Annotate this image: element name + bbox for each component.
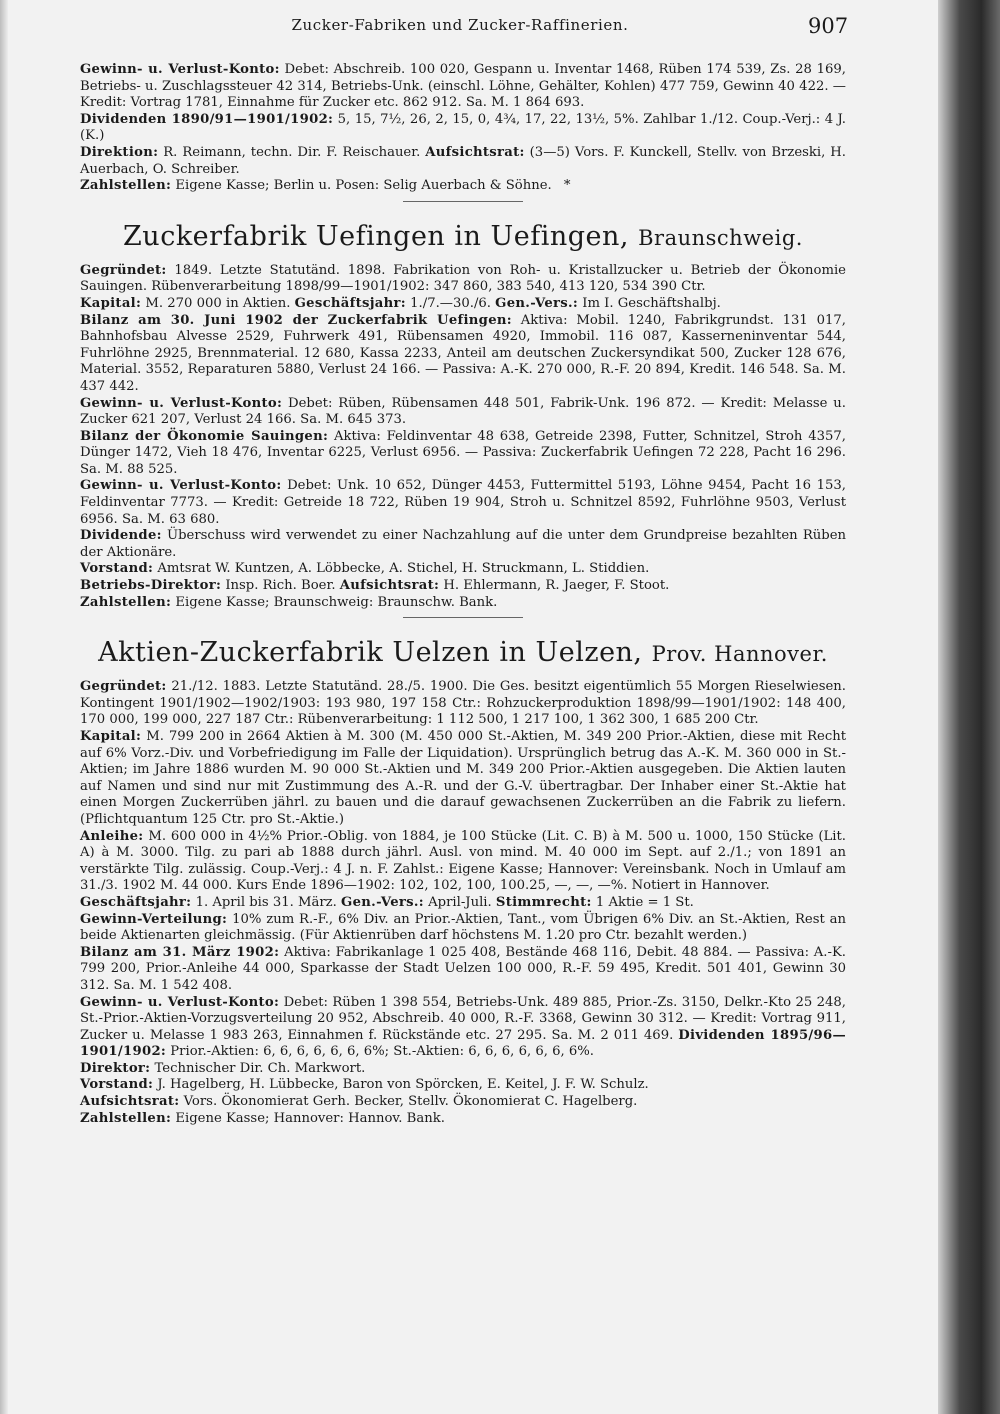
- entry-text: M. 600 000 in 4½% Prior.-Oblig. von 1884, je 100 Stücke (Lit. C. B) à M. 500 u. 1000, 150 Stücke (Lit. A) à M. 3000. Tilg. zu pari ab 1888 durch jährl. Ausl. von mind. M. 40 000 im Sept. auf 2./1.; von 1891 an verstärkte Tilg. zulässig. Coup.-Verj.: 4 J. n. F. Zahlst.: Eigene Kasse; Hannover: Vereinsbank. Noch in Umlauf am 31./3. 1902 M. 44 000. Kurs Ende 1896—1902: 102, 102, 100, 100.25, —, —, —%. Notiert in Hannover.: [80, 828, 846, 894]
- entry-label: Dividende:: [80, 528, 162, 544]
- entry-text: M. 799 200 in 2664 Aktien à M. 300 (M. 450 000 St.-Aktien, M. 349 200 Prior.-Aktien, diese mit Recht auf 6% Vorz.-Div. und Vorbefriedigung im Falle der Liquidation). Ursprünglich betrug das A.-K. M. 360 000 in St.-Aktien; im Jahre 1886 wurden M. 90 000 St.-Aktien und M. 349 200 Prior.-Aktien ausgegeben. Die Aktien lauten auf Namen und sind nur mit Zustimmung des A.-R. und der G.-V. übertragbar. Der Inhaber einer St.-Aktie hat einen Morgen Zuckerrüben jährl. zu bauen und die darauf gewachsenen Zuckerrüben an die Fabrik zu liefern. (Pflichtquantum 125 Ctr. pro St.-Aktie.): [80, 729, 846, 827]
- entry-paragraph: [80, 679, 846, 729]
- entry-text: Überschuss wird verwendet zu einer Nachzahlung auf die unter dem Grundpreise bezahlten Rüben der Aktionäre.: [80, 528, 846, 560]
- company-title: Zuckerfabrik Uefingen in Uefingen,: [123, 220, 629, 252]
- entry-paragraph: [80, 945, 846, 995]
- text-column: [80, 62, 846, 1127]
- entry-label: Geschäftsjahr:: [294, 295, 406, 311]
- entry-label: Aufsichtsrat:: [425, 144, 525, 160]
- entry-label: Gen.-Vers.:: [495, 295, 579, 311]
- entry-label: Gewinn- u. Verlust-Konto:: [80, 62, 280, 77]
- entry-label: Zahlstellen:: [80, 1110, 172, 1126]
- entry-text: Insp. Rich. Boer.: [225, 578, 336, 594]
- entry-paragraph: [80, 912, 846, 945]
- entry-paragraph: [80, 895, 846, 912]
- entry-text: 5, 15, 7½, 26, 2, 15, 0, 4¾, 17, 22, 13½, 5%. Zahlbar 1./12. Coup.-Verj.: 4 J. (K.): [80, 111, 846, 144]
- entry-paragraph: [80, 561, 846, 578]
- entry-text: (3—5) Vors. F. Kunckell, Stellv. von Brzeski, H. Auerbach, O. Schreiber.: [80, 144, 846, 177]
- footnote-mark: *: [563, 178, 571, 194]
- entry-label: Direktion:: [80, 144, 159, 160]
- entry-text: 21./12. 1883. Letzte Statutänd. 28./5. 1900. Die Ges. besitzt eigentümlich 55 Morgen Rieselwiesen. Kontingent 1901/1902—1902/1903: 193 980, 197 158 Ctr.: Rohzuckerproduktion 1898/99—1901/1902: 148 400, 170 000, 199 000, 227 187 Ctr.: Rübenverarbeitung: 1 112 500, 1 217 100, 1 362 300, 1 685 200 Ctr.: [80, 679, 846, 728]
- entry-text: 1 Aktie = 1 St.: [595, 894, 694, 910]
- entry-label: Geschäftsjahr:: [80, 894, 192, 910]
- entry-paragraph: [80, 1061, 846, 1078]
- entry-label: Bilanz am 31. März 1902:: [80, 944, 280, 960]
- section-divider: [403, 617, 523, 618]
- entry-paragraph: [80, 296, 846, 313]
- entry-paragraph: [80, 829, 846, 895]
- section-title: [80, 638, 846, 669]
- entry-text: Aktiva: Fabrikanlage 1 025 408, Bestände 468 116, Debit. 48 884. — Passiva: A.-K. 799 200, Prior.-Anleihe 44 000, Sparkasse der Stadt Uelzen 100 000, R.-F. 59 495, Kredit. 501 401, Gewinn 30 312. Sa. M. 1 542 408.: [80, 944, 846, 993]
- entry-text: Eigene Kasse; Hannover: Hannov. Bank.: [175, 1110, 445, 1126]
- entry-label: Dividenden 1890/91—1901/1902:: [80, 111, 334, 127]
- entry-label: Anleihe:: [80, 828, 144, 844]
- entry-paragraph: [80, 396, 846, 429]
- entry-text: Technischer Dir. Ch. Markwort.: [154, 1060, 366, 1076]
- entry-label: Aufsichtsrat:: [80, 1094, 180, 1110]
- page-left-edge: [0, 0, 8, 1414]
- entry-label: Zahlstellen:: [80, 178, 172, 194]
- entry-text: Debet: Unk. 10 652, Dünger 4453, Futtermittel 5193, Löhne 9454, Pacht 16 153, Feldinventar 7773. — Kredit: Getreide 18 722, Rüben 19 904, Stroh u. Schnitzel 8592, Fuhrlöhne 9503, Verlust 6956. Sa. M. 63 680.: [80, 478, 846, 527]
- entry-label: Kapital:: [80, 729, 142, 744]
- entry-paragraph: [80, 729, 846, 829]
- entry-text: Amtsrat W. Kuntzen, A. Löbbecke, A. Stichel, H. Struckmann, L. Stiddien.: [157, 561, 650, 577]
- entry-paragraph: [80, 429, 846, 479]
- entry-text: H. Ehlermann, R. Jaeger, F. Stoot.: [443, 578, 670, 594]
- book-spine-shadow: [938, 0, 1000, 1414]
- entry-paragraph: [80, 178, 846, 195]
- entry-paragraph: [80, 112, 846, 145]
- entry-label: Stimmrecht:: [495, 894, 592, 910]
- entry-label: Gegründet:: [80, 262, 167, 278]
- entry-text: M. 270 000 in Aktien.: [145, 295, 291, 311]
- entry-label: Gewinn- u. Verlust-Konto:: [80, 395, 283, 411]
- entry-text: Vors. Ökonomierat Gerh. Becker, Stellv. Ökonomierat C. Hagelberg.: [183, 1094, 638, 1110]
- entry-text: J. Hagelberg, H. Lübbecke, Baron von Spörcken, E. Keitel, J. F. W. Schulz.: [157, 1077, 649, 1093]
- section-divider: [403, 201, 523, 202]
- entry-paragraph: [80, 145, 846, 178]
- entry-paragraph: [80, 62, 846, 112]
- entry-label: Vorstand:: [80, 1077, 154, 1093]
- company-location: Braunschweig.: [638, 225, 803, 250]
- entry-label: Gewinn- u. Verlust-Konto:: [80, 994, 280, 1010]
- entry-text: Eigene Kasse; Braunschweig: Braunschw. Bank.: [175, 594, 498, 610]
- entry-paragraph: [80, 995, 846, 1061]
- entry-paragraph: [80, 313, 846, 396]
- entry-paragraph: [80, 478, 846, 528]
- entry-text: Debet: Abschreib. 100 020, Gespann u. Inventar 1468, Rüben 174 539, Zs. 28 169, Betriebs- u. Zuschlagssteuer 42 314, Betriebs-Unk. (einschl. Löhne, Gehälter, Kohlen) 477 759, Gewinn 40 422. — Kredit: Vortrag 1781, Einnahme für Zucker etc. 862 912. Sa. M. 1 864 693.: [80, 62, 846, 111]
- entry-text: 1. April bis 31. März.: [195, 894, 337, 910]
- entry-text: April-Juli.: [428, 894, 492, 910]
- entry-label: Bilanz am 30. Juni 1902 der Zuckerfabrik Uefingen:: [80, 312, 512, 328]
- entry-paragraph: [80, 1094, 846, 1111]
- running-head: Zucker-Fabriken und Zucker-Raffinerien.: [291, 16, 629, 34]
- entry-paragraph: [80, 263, 846, 296]
- entry-label: Aufsichtsrat:: [339, 578, 440, 594]
- entry-text: Aktiva: Feldinventar 48 638, Getreide 2398, Futter, Schnitzel, Stroh 4357, Dünger 1472, Vieh 18 476, Inventar 6225, Verlust 6956. — Passiva: Zuckerfabrik Uefingen 72 228, Pacht 16 296. Sa. M. 88 525.: [80, 428, 846, 477]
- entry-label: Gegründet:: [80, 679, 167, 695]
- entry-paragraph: [80, 578, 846, 595]
- entry-label: Betriebs-Direktor:: [80, 578, 222, 594]
- entry-text: Im I. Geschäftshalbj.: [582, 295, 721, 311]
- entry-label: Vorstand:: [80, 561, 154, 577]
- section-title: [80, 222, 846, 253]
- entry-paragraph: [80, 1111, 846, 1128]
- entry-text: Debet: Rüben 1 398 554, Betriebs-Unk. 489 885, Prior.-Zs. 3150, Delkr.-Kto 25 248, St.-Prior.-Aktien-Vorzugsverteilung 20 952, Abschreib. 40 000, R.-F. 3368, Gewinn 30 312. — Kredit: Vortrag 911, Zucker u. Melasse 1 983 263, Einnahmen f. Rückstände etc. 27 295. Sa. M. 2 011 469.: [80, 994, 846, 1043]
- entry-label: Zahlstellen:: [80, 594, 172, 610]
- entry-label: Gewinn- u. Verlust-Konto:: [80, 478, 282, 494]
- entry-text: Eigene Kasse; Berlin u. Posen: Selig Auerbach & Söhne.: [175, 178, 552, 194]
- entry-text: Prior.-Aktien: 6, 6, 6, 6, 6, 6, 6%; St.-Aktien: 6, 6, 6, 6, 6, 6, 6%.: [170, 1044, 595, 1060]
- entry-label: Bilanz der Ökonomie Sauingen:: [80, 428, 329, 444]
- entry-label: Direktor:: [80, 1060, 151, 1076]
- entry-text: 10% zum R.-F., 6% Div. an Prior.-Aktien, Tant., vom Übrigen 6% Div. an St.-Aktien, Rest an beide Aktienarten gleichmässig. (Für Aktienrüben darf höchstens M. 1.20 pro Ctr. bezahlt werden.): [80, 911, 846, 944]
- entry-text: 1849. Letzte Statutänd. 1898. Fabrikation von Roh- u. Kristallzucker u. Betrieb der Ökonomie Sauingen. Rübenverarbeitung 1898/99—1901/1902: 347 860, 383 540, 413 120, 534 390 Ctr.: [80, 262, 846, 295]
- page-number: 907: [808, 14, 849, 38]
- entry-text: R. Reimann, techn. Dir. F. Reischauer.: [163, 144, 421, 160]
- entry-label: Gewinn-Verteilung:: [80, 911, 228, 927]
- entry-text: Aktiva: Mobil. 1240, Fabrikgrundst. 131 017, Bahnhofsbau Alvesse 2529, Fuhrwerk 491, Rübensamen 4920, Immobil. 116 087, Kasserneninventar 544, Fuhrlöhne 2925, Brennmaterial. 12 680, Kassa 2233, Anteil am deutschen Zuckersyndikat 500, Zucker 128 676, Material. 3552, Reparaturen 5880, Verlust 24 166. — Passiva: A.-K. 270 000, R.-F. 20 894, Kredit. 146 548. Sa. M. 437 442.: [80, 312, 846, 394]
- company-location: Prov. Hannover.: [651, 642, 828, 667]
- entry-text: Debet: Rüben, Rübensamen 448 501, Fabrik-Unk. 196 872. — Kredit: Melasse u. Zucker 621 207, Verlust 24 166. Sa. M. 645 373.: [80, 395, 846, 428]
- entry-text: 1./7.—30./6.: [410, 295, 491, 311]
- entry-paragraph: [80, 1077, 846, 1094]
- entry-label: Dividenden 1895/96—1901/1902:: [80, 1027, 846, 1060]
- entry-paragraph: [80, 528, 846, 561]
- entry-paragraph: [80, 595, 846, 612]
- entry-label: Gen.-Vers.:: [341, 894, 424, 910]
- entry-label: Kapital:: [80, 295, 142, 311]
- company-title: Aktien-Zuckerfabrik Uelzen in Uelzen,: [98, 637, 643, 669]
